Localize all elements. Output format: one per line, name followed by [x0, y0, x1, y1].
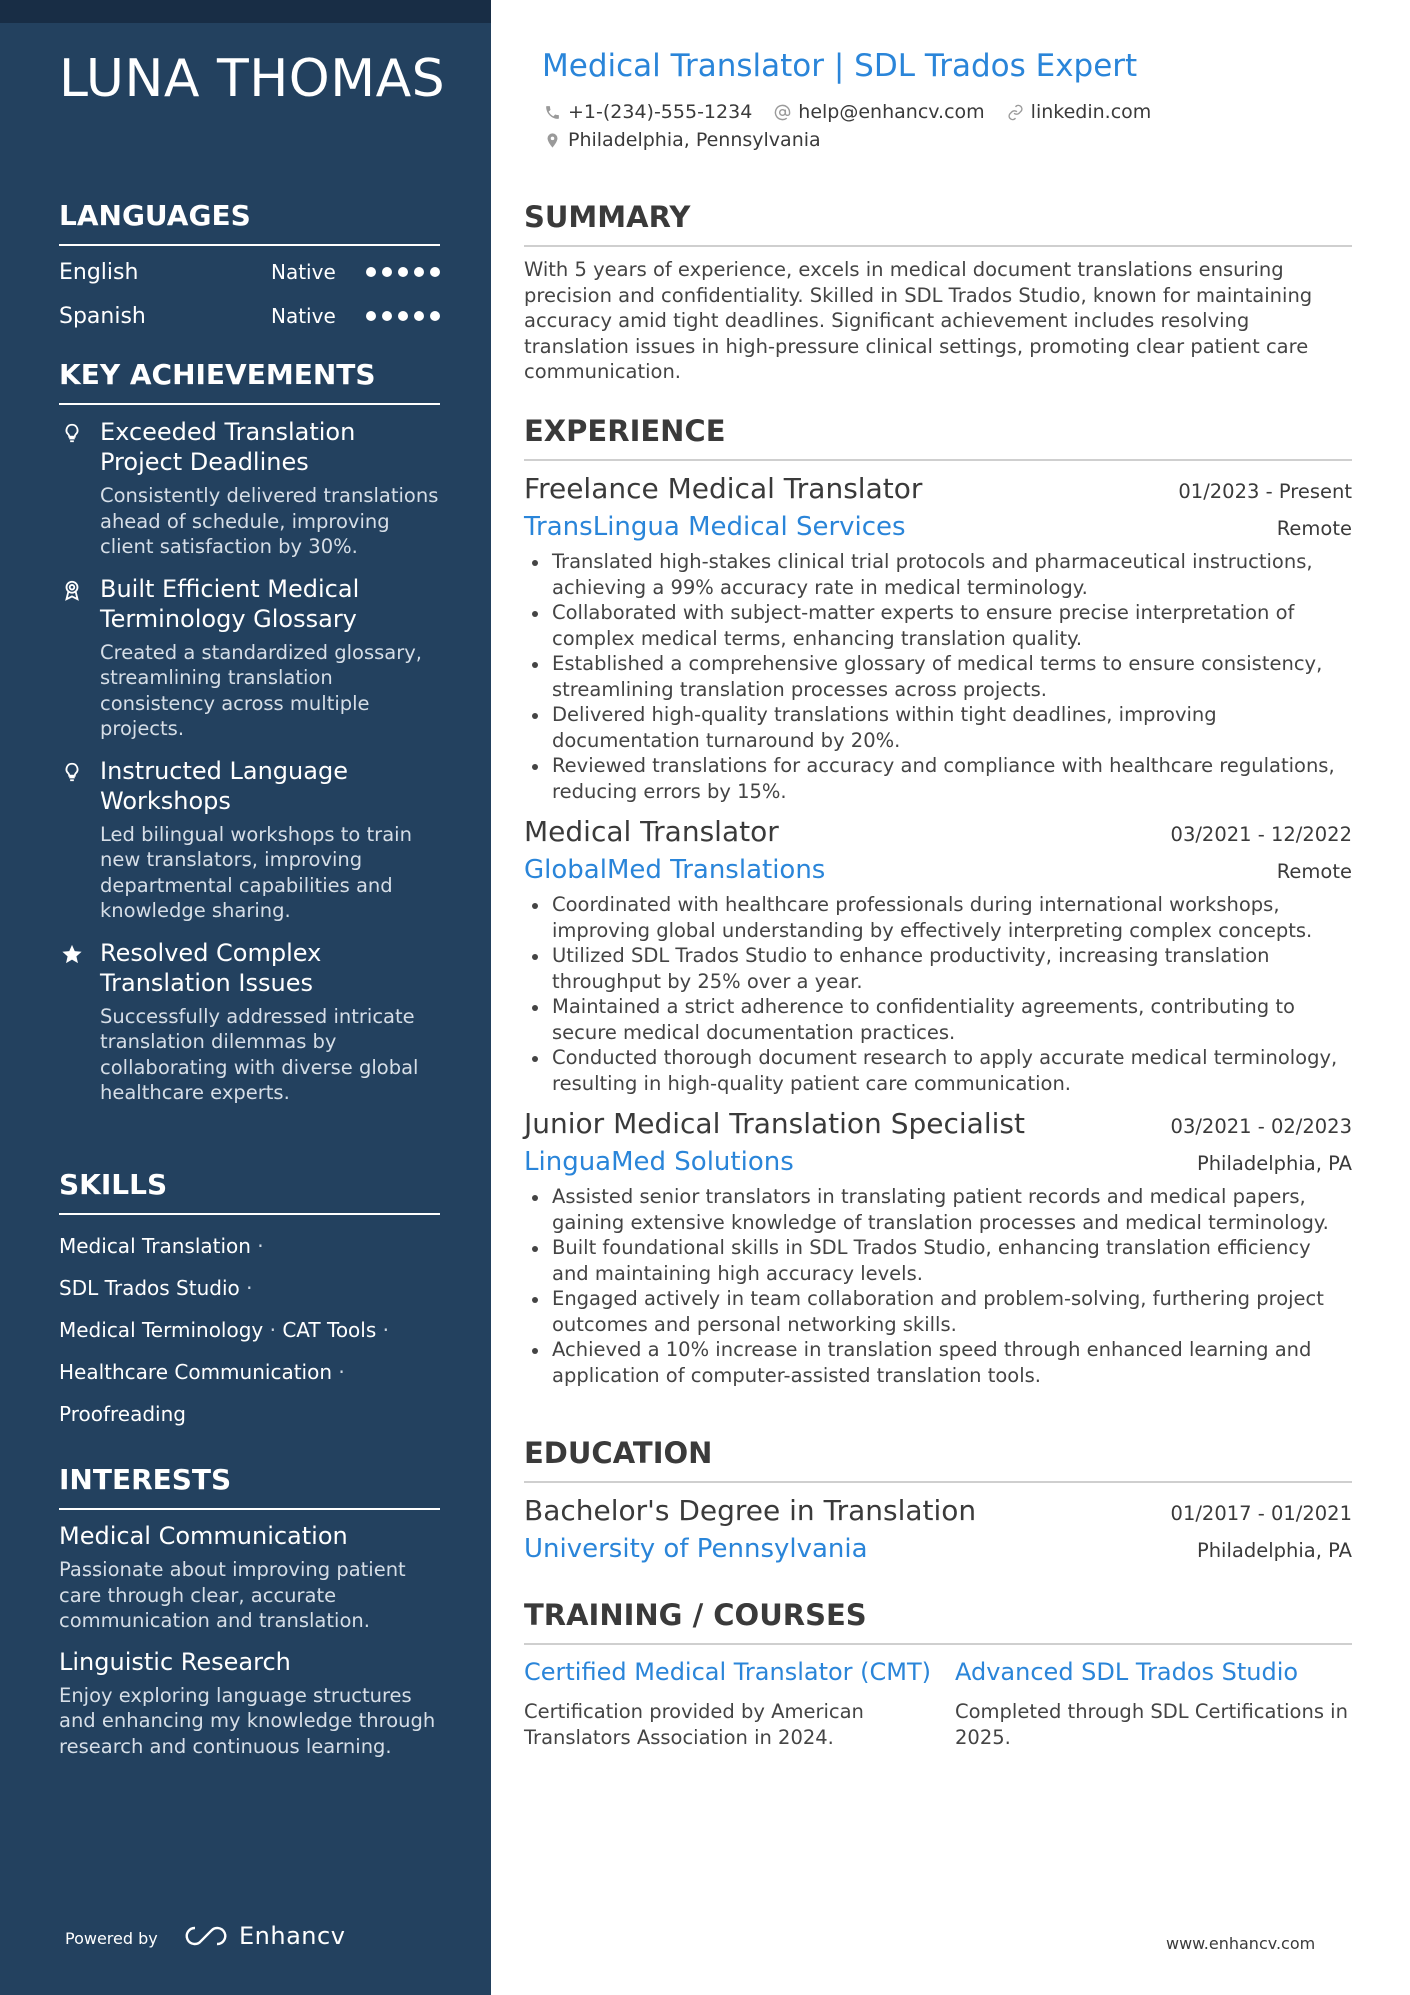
- summary-section: [524, 199, 1352, 385]
- language-name: English: [59, 259, 139, 285]
- job-bullets: [524, 549, 1352, 804]
- course-desc: Completed through SDL Certifications in 2025.: [955, 1700, 1348, 1749]
- linkedin-url: linkedin.com: [1030, 101, 1152, 123]
- sidebar-top-bar: [0, 0, 491, 23]
- achievement-item: [59, 417, 440, 560]
- email-address: help@enhancv.com: [798, 101, 985, 123]
- job-location: Remote: [1276, 517, 1352, 540]
- summary-text: With 5 years of experience, excels in medical document translations ensuring precision and confidentiality. Skilled in SDL Trados Studio, known for maintaining accuracy amid tight deadlines. Significant achievement includes resolving translation issues in high-pressure clinical settings, promoting clear patient care communication.: [524, 258, 1313, 383]
- training-section: [524, 1597, 1352, 1750]
- achievement-desc: Successfully addressed intricate translation dilemmas by collaborating with diverse global healthcare experts.: [100, 1004, 419, 1104]
- phone-icon: [544, 104, 561, 121]
- achievements-section: [59, 357, 440, 1106]
- headline: Medical Translator | SDL Trados Expert: [542, 48, 1138, 84]
- lightbulb-icon: [61, 761, 83, 783]
- training-title: TRAINING / COURSES: [524, 1597, 1352, 1645]
- sidebar: [0, 0, 491, 1995]
- achievement-item: [59, 938, 440, 1106]
- job-entry: [524, 469, 1352, 804]
- bullet-item: Utilized SDL Trados Studio to enhance productivity, increasing translation throughput by 25% over a year.: [524, 943, 1352, 994]
- bullet-item: Translated high-stakes clinical trial protocols and pharmaceutical instructions, achieving a 99% accuracy rate in medical terminology.: [524, 549, 1352, 600]
- achievement-title: Built Efficient Medical Terminology Glossary: [100, 574, 360, 633]
- skill-tag: SDL Trados Studio: [59, 1276, 240, 1300]
- skill-tag: Medical Translation: [59, 1234, 251, 1258]
- interest-desc: Enjoy exploring language structures and enhancing my knowledge through research and continuous learning.: [59, 1683, 436, 1758]
- job-location: Philadelphia, PA: [1196, 1152, 1352, 1175]
- achievement-desc: Led bilingual workshops to train new translators, improving departmental capabilities and knowledge sharing.: [100, 822, 412, 922]
- phone-contact[interactable]: [544, 101, 752, 123]
- interests-title: INTERESTS: [59, 1462, 440, 1510]
- footer-website[interactable]: www.enhancv.com: [1166, 1934, 1316, 1953]
- skill-tag: Healthcare Communication: [59, 1360, 333, 1384]
- course-item: [524, 1657, 932, 1750]
- linkedin-contact[interactable]: [1007, 101, 1152, 123]
- language-row: [59, 250, 440, 294]
- location-pin-icon: [544, 132, 561, 149]
- link-icon: [1007, 104, 1024, 121]
- experience-title: EXPERIENCE: [524, 413, 1352, 461]
- job-date: 01/2023 - Present: [1178, 480, 1352, 503]
- bullet-item: Coordinated with healthcare professionals during international workshops, improving global understanding by effectively interpreting complex concepts.: [524, 892, 1352, 943]
- job-title: Medical Translator: [524, 815, 779, 848]
- bullet-item: Built foundational skills in SDL Trados Studio, enhancing translation efficiency and maintaining high accuracy levels.: [524, 1235, 1352, 1286]
- summary-title: SUMMARY: [524, 199, 1352, 247]
- job-company: LinguaMed Solutions: [524, 1147, 794, 1177]
- achievement-item: [59, 756, 440, 924]
- location-contact: [544, 129, 821, 151]
- interests-section: [59, 1462, 440, 1759]
- job-company: TransLingua Medical Services: [524, 512, 906, 542]
- proficiency-dots: [366, 311, 440, 321]
- languages-section: [59, 198, 440, 338]
- bullet-item: Collaborated with subject-matter experts to ensure precise interpretation of complex medical terms, enhancing translation quality.: [524, 600, 1352, 651]
- email-contact[interactable]: [774, 101, 984, 123]
- enhancv-logo[interactable]: [183, 1922, 345, 1950]
- school-location: Philadelphia, PA: [1196, 1539, 1352, 1562]
- education-date: 01/2017 - 01/2021: [1170, 1502, 1352, 1525]
- star-icon: [61, 943, 83, 965]
- school-name: University of Pennsylvania: [524, 1534, 868, 1564]
- bullet-item: Delivered high-quality translations within tight deadlines, improving documentation turnaround by 20%.: [524, 702, 1352, 753]
- language-level: Native: [271, 304, 336, 328]
- bullet-item: Established a comprehensive glossary of medical terms to ensure consistency, streamlining translation processes across projects.: [524, 651, 1352, 702]
- skill-tag: Medical Terminology: [59, 1318, 264, 1342]
- skill-tag: CAT Tools: [282, 1318, 377, 1342]
- location-row: [544, 129, 821, 151]
- language-row: [59, 294, 440, 338]
- education-title: EDUCATION: [524, 1435, 1352, 1483]
- achievements-title: KEY ACHIEVEMENTS: [59, 357, 440, 405]
- bullet-item: Maintained a strict adherence to confidentiality agreements, contributing to secure medical documentation practices.: [524, 994, 1352, 1045]
- course-title: Certified Medical Translator (CMT): [524, 1658, 932, 1686]
- course-desc: Certification provided by American Translators Association in 2024.: [524, 1700, 864, 1749]
- experience-section: [524, 413, 1352, 1388]
- proficiency-dots: [366, 267, 440, 277]
- at-sign-icon: [774, 104, 791, 121]
- award-icon: [61, 579, 83, 601]
- powered-by-label: Powered by: [65, 1929, 158, 1948]
- job-location: Remote: [1276, 860, 1352, 883]
- bullet-item: Engaged actively in team collaboration and problem-solving, furthering project outcomes and personal networking skills.: [524, 1286, 1352, 1337]
- language-level: Native: [271, 260, 336, 284]
- achievement-title: Exceeded Translation Project Deadlines: [100, 418, 356, 476]
- lightbulb-icon: [61, 422, 83, 444]
- job-entry: [524, 812, 1352, 1096]
- skills-list: Medical Translation · SDL Trados Studio · Medical Terminology · CAT Tools · Healthcare Communication · Proofreading: [59, 1234, 389, 1426]
- degree-title: Bachelor's Degree in Translation: [524, 1494, 977, 1527]
- interest-title: Linguistic Research: [59, 1647, 291, 1676]
- course-item: [955, 1657, 1352, 1750]
- contact-row: [544, 101, 1151, 123]
- phone-number: +1-(234)-555-1234: [568, 101, 753, 123]
- bullet-item: Assisted senior translators in translating patient records and medical papers, gaining extensive knowledge of translation processes and medical terminology.: [524, 1184, 1352, 1235]
- education-entry: [524, 1491, 1352, 1567]
- job-entry: [524, 1104, 1352, 1388]
- job-title: Freelance Medical Translator: [524, 472, 923, 505]
- achievement-desc: Created a standardized glossary, streamlining translation consistency across multiple projects.: [100, 640, 422, 740]
- location-text: Philadelphia, Pennsylvania: [568, 129, 821, 151]
- achievement-title: Instructed Language Workshops: [100, 756, 348, 815]
- job-date: 03/2021 - 12/2022: [1170, 823, 1352, 846]
- candidate-name: LUNA THOMAS: [59, 49, 446, 109]
- achievement-desc: Consistently delivered translations ahead of schedule, improving client satisfaction by 30%.: [100, 484, 439, 558]
- bullet-item: Reviewed translations for accuracy and compliance with healthcare regulations, reducing errors by 15%.: [524, 753, 1352, 804]
- brand-name: Enhancv: [239, 1922, 346, 1950]
- skills-title: SKILLS: [59, 1167, 440, 1215]
- education-section: [524, 1435, 1352, 1567]
- skill-tag: Proofreading: [59, 1402, 186, 1426]
- job-bullets: [524, 892, 1352, 1096]
- course-title: Advanced SDL Trados Studio: [955, 1658, 1299, 1686]
- achievement-title: Resolved Complex Translation Issues: [100, 938, 322, 997]
- interest-title: Medical Communication: [59, 1522, 348, 1550]
- skills-section: [59, 1167, 440, 1435]
- languages-title: LANGUAGES: [59, 198, 440, 246]
- language-name: Spanish: [59, 303, 146, 329]
- job-bullets: [524, 1184, 1352, 1388]
- achievement-item: [59, 574, 440, 742]
- bullet-item: Achieved a 10% increase in translation speed through enhanced learning and application of computer-assisted translation tools.: [524, 1337, 1352, 1388]
- job-title: Junior Medical Translation Specialist: [524, 1107, 1025, 1140]
- interest-desc: Passionate about improving patient care through clear, accurate communication and translation.: [59, 1558, 406, 1632]
- bullet-item: Conducted thorough document research to apply accurate medical terminology, resulting in high-quality patient care communication.: [524, 1045, 1352, 1096]
- job-company: GlobalMed Translations: [524, 855, 826, 885]
- job-date: 03/2021 - 02/2023: [1170, 1115, 1352, 1138]
- infinity-logo-icon: [183, 1924, 229, 1948]
